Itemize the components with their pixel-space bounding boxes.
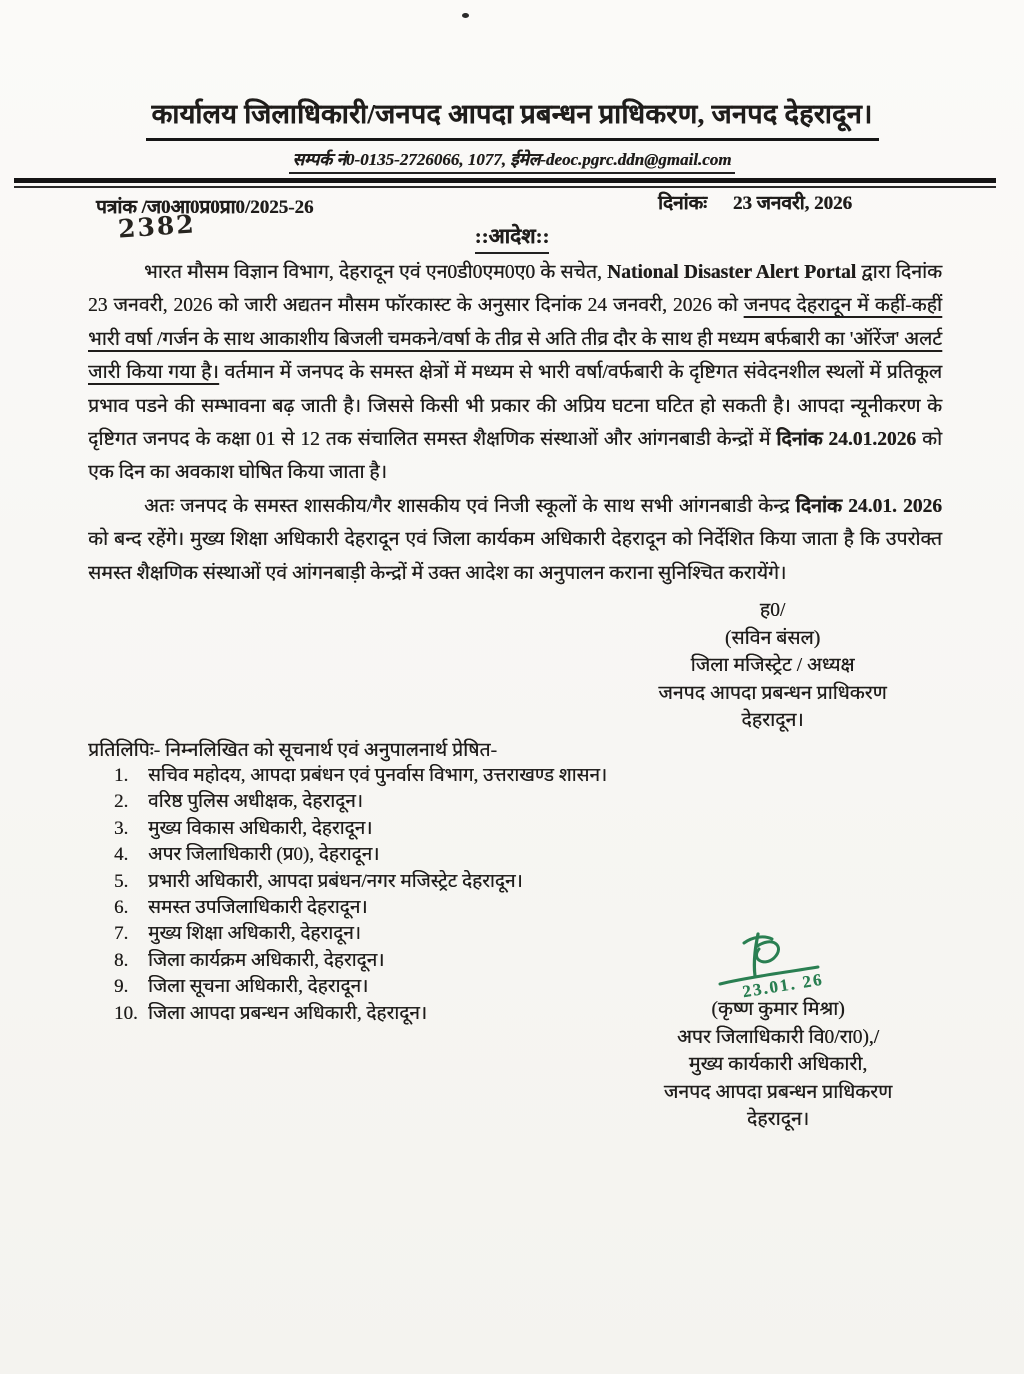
letter-date bbox=[658, 189, 852, 215]
sig1-place: देहरादून। bbox=[741, 710, 804, 732]
order-paragraph-2 bbox=[88, 490, 942, 590]
sig2-text-lines bbox=[578, 996, 978, 1134]
scan-artifact-dot bbox=[462, 13, 469, 18]
list-item: 7. मुख्य शिक्षा अधिकारी, देहरादून। bbox=[114, 923, 361, 945]
list-item: 9. जिला सूचना अधिकारी, देहरादून। bbox=[114, 976, 369, 998]
header-divider bbox=[14, 178, 996, 188]
office-title: कार्यालय जिलाधिकारी/जनपद आपदा प्रबन्धन प्राधिकरण, जनपद देहरादून। bbox=[146, 94, 879, 141]
sig2-designation-2: मुख्य कार्यकारी अधिकारी, bbox=[688, 1054, 868, 1076]
sig2-name: (कृष्ण कुमार मिश्रा) bbox=[711, 999, 845, 1020]
order-paragraph-1 bbox=[88, 256, 942, 490]
para1-post: को एक दिन का अवकाश घोषित किया जाता है। bbox=[88, 429, 942, 484]
list-item: 4. अपर जिलाधिकारी (प्र0), देहरादून। bbox=[114, 844, 380, 866]
list-item: 3. मुख्य विकास अधिकारी, देहरादून। bbox=[114, 817, 373, 839]
sig2-place: देहरादून। bbox=[746, 1109, 810, 1131]
para1-pre: भारत मौसम विज्ञान विभाग, देहरादून एवं एन0डी0एम0ए0 के सचेत, bbox=[144, 262, 608, 283]
order-heading: ::आदेश:: bbox=[0, 222, 1024, 254]
distribution-heading: प्रतिलिपिः- निम्नलिखित को सूचनार्थ एवं अनुपालनार्थ प्रेषित- bbox=[88, 740, 497, 761]
list-item: 6. समस्त उपजिलाधिकारी देहरादून। bbox=[114, 897, 368, 919]
para1-mid1: द्वारा दिनांक 23 जनवरी, 2026 को जारी अद्यतन मौसम फॉरकास्ट के अनुसार दिनांक 24 जनवरी, 2026 को bbox=[88, 262, 943, 317]
para2-pre: अतः जनपद के समस्त शासकीय/गैर शासकीय एवं निजी स्कूलों के साथ सभी आंगनबाडी केन्द्र bbox=[144, 496, 796, 517]
sig1-designation: जिला मजिस्ट्रेट / अध्यक्ष bbox=[690, 655, 855, 677]
para2-post: को बन्द रहेंगे। मुख्य शिक्षा अधिकारी देहरादून एवं जिला कार्यकम अधिकारी देहरादून को निर्देशित किया जाता है कि उपरोक्त समस्त शैक्षणिक संस्थाओं एवं आंगनबाड़ी केन्द्रों में उक्त आदेश का अनुपालन कराना सुनिश्चित करायेंगे। bbox=[88, 529, 942, 584]
list-item: 8. जिला कार्यक्रम अधिकारी, देहरादून। bbox=[114, 949, 385, 971]
sig1-sd-mark: ह0/ bbox=[759, 600, 786, 621]
para1-portal-name: National Disaster Alert Portal bbox=[607, 262, 857, 283]
handwritten-dispatch-number: 2382 bbox=[117, 209, 197, 244]
contact-info: सम्पर्क नं0-0135-2726066, 1077, ईमेल-deoc.pgrc.ddn@gmail.com bbox=[289, 147, 736, 174]
para2-closure-date: दिनांक 24.01. 2026 bbox=[795, 496, 942, 517]
list-item: 2. वरिष्ठ पुलिस अधीक्षक, देहरादून। bbox=[114, 791, 363, 813]
signatory-block-dm bbox=[600, 597, 945, 735]
sig2-authority: जनपद आपदा प्रबन्धन प्राधिकरण bbox=[663, 1081, 893, 1103]
handwritten-signature-date: 23.01. 26 bbox=[740, 969, 825, 1002]
para1-mid2: वर्तमान में जनपद के समस्त क्षेत्रों में मध्यम से भारी वर्षा/वर्फबारी के दृष्टिगत संवेदनशील स्थलों में प्रतिकूल प्रभाव पडने की सम्भावना बढ़ जाती है। जिससे किसी भी प्रकार की अप्रिय घटना घटित हो सकती है। आपदा न्यूनीकरण के दृष्टिगत जनपद के कक्षा 01 से 12 तक संचालित समस्त शैक्षणिक संस्थाओं और आंगनबाडी केन्द्रों में bbox=[88, 362, 942, 451]
date-value: 23 जनवरी, 2026 bbox=[732, 193, 853, 214]
para1-holiday-date: दिनांक 24.01.2026 bbox=[776, 429, 917, 451]
letter-number: पत्रांक /ज0आ0प्र0प्रा0/2025-26 bbox=[96, 197, 314, 218]
distribution-list bbox=[114, 763, 607, 1027]
list-item: 5. प्रभारी अधिकारी, आपदा प्रबंधन/नगर मजिस्ट्रेट देहरादून। bbox=[114, 870, 523, 892]
office-letterhead bbox=[0, 94, 1024, 141]
sig1-authority: जनपद आपदा प्रबन्धन प्राधिकरण bbox=[658, 682, 887, 704]
sig2-designation-1: अपर जिलाधिकारी वि0/रा0),/ bbox=[676, 1026, 880, 1048]
contact-row bbox=[0, 147, 1024, 174]
date-label: दिनांकः bbox=[658, 193, 707, 214]
list-item: 10. जिला आपदा प्रबन्धन अधिकारी, देहरादून। bbox=[114, 1002, 427, 1024]
para1-alert-underlined: जनपद देहरादून में कहीं-कहीं भारी वर्षा /गर्जन के साथ आकाशीय बिजली चमकने/वर्षा के तीव्र से अति तीव्र दौर के साथ ही मध्यम बर्फबारी का 'ऑरेंज' अलर्ट जारी किया गया है। bbox=[88, 295, 942, 384]
list-item: 1. सचिव महोदय, आपदा प्रबंधन एवं पुनर्वास विभाग, उत्तराखण्ड शासन। bbox=[114, 765, 608, 786]
sig1-name: (सविन बंसल) bbox=[724, 627, 821, 649]
